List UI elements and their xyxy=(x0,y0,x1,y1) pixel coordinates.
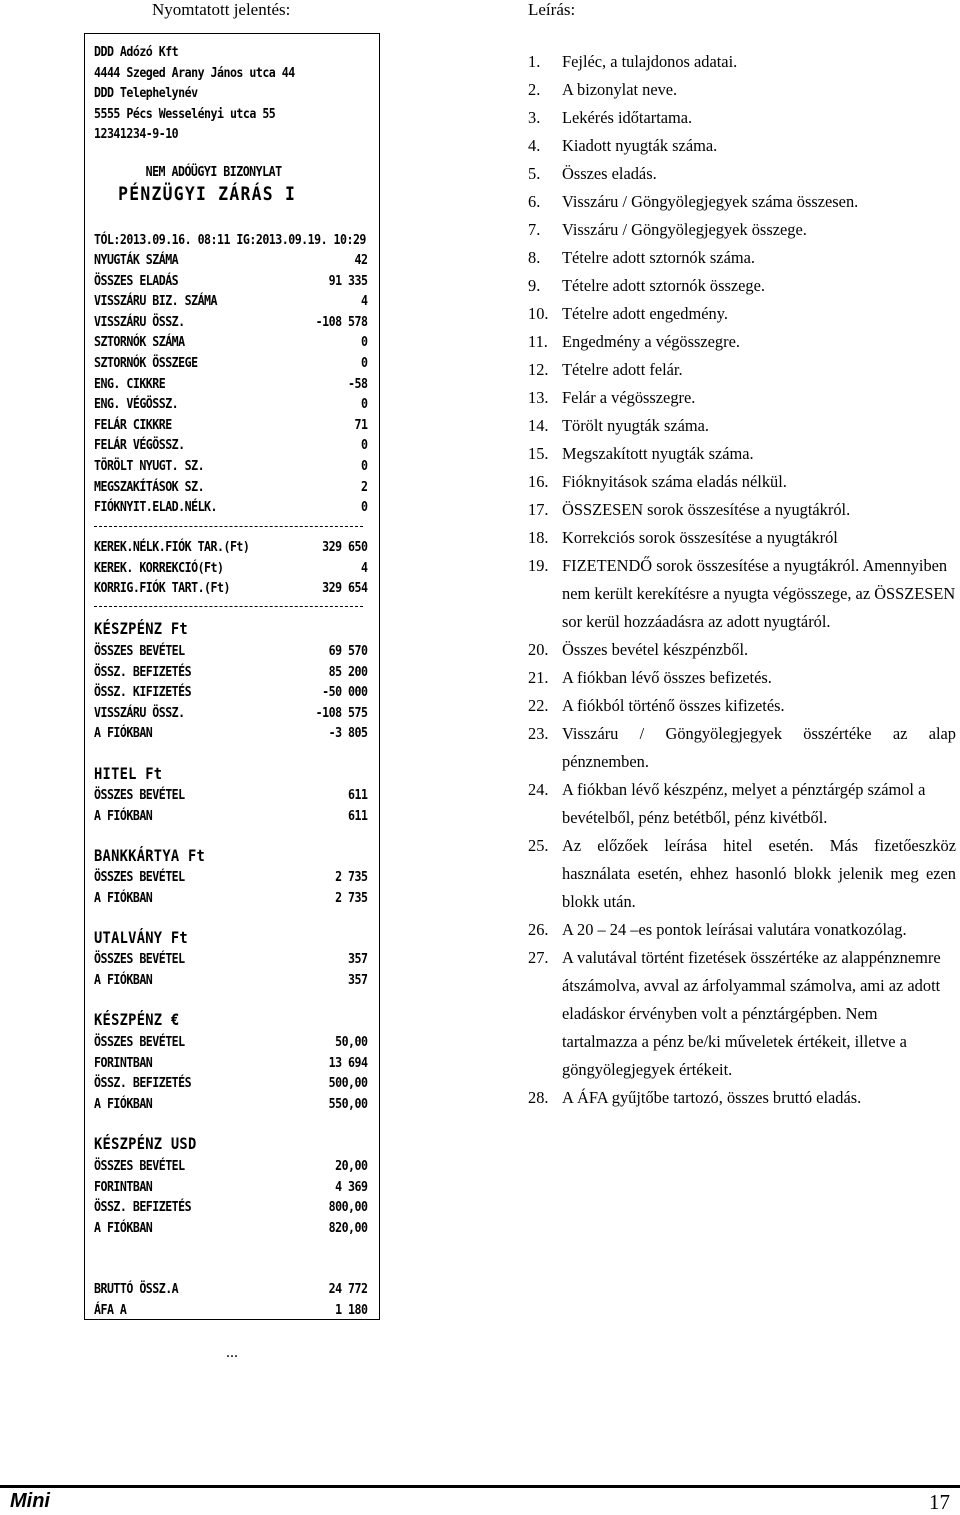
receipt-row xyxy=(94,578,367,598)
receipt-section-title-label: KÉSZPÉNZ USD xyxy=(94,1134,197,1153)
receipt-row-value: -58 xyxy=(348,375,368,392)
description-item-text: A ÁFA gyűjtőbe tartozó, összes bruttó eladás. xyxy=(562,1088,862,1107)
receipt-row-label: ENG. VÉGÖSSZ. xyxy=(94,396,179,413)
receipt-row-value: 2 735 xyxy=(335,869,368,885)
description-item xyxy=(528,524,956,552)
receipt-row-label: ÖSSZES BEVÉTEL xyxy=(94,643,185,659)
receipt-row-value: 13 694 xyxy=(328,1054,368,1071)
receipt-row-label: FELÁR CIKKRE xyxy=(94,416,172,433)
receipt-row-label: ÖSSZ. BEFIZETÉS xyxy=(94,663,192,680)
receipt-row xyxy=(94,1094,367,1114)
receipt-row xyxy=(94,1177,367,1197)
footer-rule xyxy=(0,1485,960,1488)
continuation-ellipsis: ... xyxy=(226,1344,238,1361)
receipt-total-row xyxy=(94,1279,367,1299)
receipt-row-label: A FIÓKBAN xyxy=(94,1219,153,1236)
description-item-text: ÖSSZESEN sorok összesítése a nyugtákról. xyxy=(562,500,851,519)
description-item xyxy=(528,468,956,496)
description-item xyxy=(528,244,956,272)
receipt-row-label: TÖRÖLT NYUGT. SZ. xyxy=(94,458,205,474)
description-item-number: 21. xyxy=(528,668,549,687)
receipt-section-title xyxy=(94,846,367,866)
description-item-number: 18. xyxy=(528,528,549,547)
receipt-row-label: A FIÓKBAN xyxy=(94,807,153,824)
receipt-row xyxy=(94,456,367,476)
description-item-text: Az előzőek leírása hitel esetén. Más fizetőeszköz használata esetén, ehhez hasonló blokk jelenik meg ezen blokk után. xyxy=(562,836,956,911)
receipt-row-value: 0 xyxy=(361,355,368,371)
receipt-row-label: SZTORNÓK ÖSSZEGE xyxy=(94,355,198,371)
description-item-text: Korrekciós sorok összesítése a nyugtákról xyxy=(562,528,838,547)
receipt-header-line-label: 5555 Pécs Wesselényi utca 55 xyxy=(94,105,276,122)
receipt-section-title-label: KÉSZPÉNZ € xyxy=(94,1010,180,1029)
description-item xyxy=(528,328,956,356)
receipt-section-title xyxy=(94,764,367,784)
receipt-row-value: 0 xyxy=(361,396,368,413)
receipt-row xyxy=(94,271,367,291)
receipt-row-value: 357 xyxy=(348,951,368,967)
receipt-header-line xyxy=(94,83,367,103)
description-item xyxy=(528,188,956,216)
receipt-row xyxy=(94,312,367,332)
description-item-number: 26. xyxy=(528,920,549,939)
receipt-row xyxy=(94,415,367,435)
receipt-row xyxy=(94,250,367,270)
receipt-header-line xyxy=(94,63,367,83)
receipt-row-value: -50 000 xyxy=(322,684,368,701)
receipt-section-title xyxy=(94,619,367,639)
description-item xyxy=(528,272,956,300)
description-item xyxy=(528,356,956,384)
receipt-row xyxy=(94,1218,367,1238)
receipt-header-line xyxy=(94,104,367,124)
receipt-row-value: 820,00 xyxy=(328,1219,368,1236)
description-item xyxy=(528,412,956,440)
receipt-row-label: A FIÓKBAN xyxy=(94,971,153,988)
description-item-text: Engedmény a végösszegre. xyxy=(562,332,740,351)
description-item-text: A fiókból történő összes kifizetés. xyxy=(562,696,785,715)
description-list xyxy=(528,48,956,1112)
receipt-row xyxy=(94,888,367,908)
receipt-row-value: 357 xyxy=(348,971,368,988)
description-item-number: 17. xyxy=(528,500,549,519)
description-item xyxy=(528,552,956,636)
description-item-text: A valutával történt fizetések összértéke az alappénznemre átszámolva, avval az árfolyammal számolva, ami az adott eladáskor érvényben volt a pénztárgépben. Nem tartalmazza a pénz be/ki műveletek értékeit, illetve a göngyölegjegyek értékeit. xyxy=(562,948,941,1079)
receipt-row-value: 42 xyxy=(354,252,368,268)
description-item-text: Visszáru / Göngyölegjegyek összege. xyxy=(562,220,807,239)
receipt-row-value: 500,00 xyxy=(328,1075,368,1092)
description-item xyxy=(528,776,956,832)
description-item xyxy=(528,384,956,412)
receipt-period xyxy=(94,230,367,250)
description-item-number: 23. xyxy=(528,724,549,743)
description-item-text: A fiókban lévő készpénz, melyet a pénztárgép számol a bevételből, pénz betétből, pénz kivétből. xyxy=(562,780,926,827)
receipt-row-value: 329 654 xyxy=(322,580,368,597)
description-item-number: 1. xyxy=(528,52,541,71)
description-item-text: Megszakított nyugták száma. xyxy=(562,444,754,463)
receipt-period-label: TÓL:2013.09.16. 08:11 IG:2013.09.19. 10:29 xyxy=(94,232,366,248)
description-item-text: Összes eladás. xyxy=(562,164,657,183)
receipt-row-value: 71 xyxy=(354,416,368,433)
receipt-section-title xyxy=(94,1134,367,1154)
description-item-number: 11. xyxy=(528,332,548,351)
description-item-number: 5. xyxy=(528,164,541,183)
receipt-row xyxy=(94,970,367,990)
receipt-row-value: 0 xyxy=(361,437,368,454)
description-item xyxy=(528,440,956,468)
receipt-row-label: A FIÓKBAN xyxy=(94,889,153,906)
receipt-row-label: FORINTBAN xyxy=(94,1178,153,1195)
receipt-header-line-label: DDD Adózó Kft xyxy=(94,44,179,60)
receipt-total-row-label: BRUTTÓ ÖSSZ.A xyxy=(94,1281,179,1297)
description-item-number: 28. xyxy=(528,1088,549,1107)
description-item-text: Lekérés időtartama. xyxy=(562,108,693,127)
description-item-text: Tételre adott engedmény. xyxy=(562,304,728,323)
receipt-row-label: ÖSSZES BEVÉTEL xyxy=(94,1034,185,1050)
receipt-row-value: 69 570 xyxy=(328,643,368,659)
receipt-header-line xyxy=(94,42,367,62)
receipt-row-label: VISSZÁRU ÖSSZ. xyxy=(94,704,185,721)
footer-product-name: Mini xyxy=(10,1490,50,1512)
receipt-separator xyxy=(94,606,363,607)
description-item-text: FIZETENDŐ sorok összesítése a nyugtákról. Amennyiben nem került kerekítésre a nyugta végösszege, az ÖSSZESEN sor kerül hozzáadásra az adott nyugtáról. xyxy=(562,556,956,631)
receipt-row-label: SZTORNÓK SZÁMA xyxy=(94,334,185,351)
description-item xyxy=(528,76,956,104)
receipt-row-label: ÖSSZ. KIFIZETÉS xyxy=(94,684,192,701)
receipt-row-value: -3 805 xyxy=(328,725,368,742)
description-item-number: 24. xyxy=(528,780,549,799)
receipt-document-type-label: NEM ADÓÜGYI BIZONYLAT xyxy=(145,164,282,180)
description-item-number: 15. xyxy=(528,444,549,463)
receipt-row xyxy=(94,1197,367,1217)
receipt-row-label: VISSZÁRU BIZ. SZÁMA xyxy=(94,293,218,310)
description-item-number: 2. xyxy=(528,80,541,99)
receipt-row-value: 329 650 xyxy=(322,539,368,555)
receipt-row xyxy=(94,537,367,557)
receipt-section-title-label: BANKKÁRTYA Ft xyxy=(94,846,206,865)
receipt-row-label: ENG. CIKKRE xyxy=(94,375,166,392)
description-item xyxy=(528,104,956,132)
receipt-row-label: NYUGTÁK SZÁMA xyxy=(94,252,179,268)
receipt-row-value: 2 xyxy=(361,478,368,495)
receipt-row-label: ÖSSZES BEVÉTEL xyxy=(94,787,185,803)
receipt-section-title-label: KÉSZPÉNZ Ft xyxy=(94,619,188,638)
description-item-number: 8. xyxy=(528,248,541,267)
description-item-number: 14. xyxy=(528,416,549,435)
receipt-row xyxy=(94,1032,367,1052)
receipt-header-line-label: 4444 Szeged Arany János utca 44 xyxy=(94,64,295,81)
description-item xyxy=(528,300,956,328)
description-item-text: Tételre adott felár. xyxy=(562,360,683,379)
description-item-number: 6. xyxy=(528,192,541,211)
description-item xyxy=(528,944,956,1084)
receipt-row-label: ÖSSZES ELADÁS xyxy=(94,272,179,289)
receipt-row-value: 0 xyxy=(361,334,368,351)
receipt-row xyxy=(94,682,367,702)
description-item-text: Visszáru / Göngyölegjegyek összértéke az alap pénznemben. xyxy=(562,724,956,771)
receipt-row xyxy=(94,332,367,352)
receipt-total-row-value: 1 180 xyxy=(335,1301,368,1318)
printed-receipt xyxy=(84,33,380,1320)
receipt-row xyxy=(94,949,367,969)
receipt-row-label: ÖSSZ. BEFIZETÉS xyxy=(94,1075,192,1092)
description-item-text: Összes bevétel készpénzből. xyxy=(562,640,749,659)
receipt-row-label: ÖSSZES BEVÉTEL xyxy=(94,869,185,885)
description-item-text: Fejléc, a tulajdonos adatai. xyxy=(562,52,738,71)
receipt-row-label: FORINTBAN xyxy=(94,1054,153,1071)
description-item-number: 7. xyxy=(528,220,541,239)
receipt-header-line xyxy=(94,124,367,144)
description-item-number: 10. xyxy=(528,304,549,323)
receipt-total-row xyxy=(94,1300,367,1320)
description-item xyxy=(528,720,956,776)
description-item-number: 4. xyxy=(528,136,541,155)
description-item xyxy=(528,1084,956,1112)
description-item xyxy=(528,216,956,244)
description-item xyxy=(528,132,956,160)
receipt-row xyxy=(94,703,367,723)
receipt-section-title xyxy=(94,928,367,948)
description-item-number: 12. xyxy=(528,360,549,379)
receipt-row-label: KORRIG.FIÓK TART.(Ft) xyxy=(94,580,230,597)
receipt-row-value: 91 335 xyxy=(328,272,368,289)
receipt-row-value: 611 xyxy=(348,787,368,803)
description-item xyxy=(528,160,956,188)
description-item-number: 20. xyxy=(528,640,549,659)
receipt-row-label: ÖSSZ. BEFIZETÉS xyxy=(94,1199,192,1216)
receipt-row-value: 2 735 xyxy=(335,889,368,906)
description-item-number: 13. xyxy=(528,388,549,407)
receipt-row-label: MEGSZAKÍTÁSOK SZ. xyxy=(94,478,205,495)
receipt-header-line-label: 12341234-9-10 xyxy=(94,126,179,143)
receipt-row-label: FELÁR VÉGÖSSZ. xyxy=(94,437,185,454)
description-item-text: A 20 – 24 –es pontok leírásai valutára vonatkozólag. xyxy=(562,920,907,939)
receipt-row xyxy=(94,374,367,394)
receipt-row xyxy=(94,497,367,517)
description-item-number: 25. xyxy=(528,836,549,855)
receipt-row xyxy=(94,806,367,826)
description-item xyxy=(528,832,956,916)
description-item-number: 9. xyxy=(528,276,541,295)
receipt-header-line-label: DDD Telephelynév xyxy=(94,85,198,102)
description-item-text: Felár a végösszegre. xyxy=(562,388,696,407)
description-item xyxy=(528,636,956,664)
description-item xyxy=(528,916,956,944)
receipt-row-value: 4 xyxy=(361,559,368,576)
receipt-row xyxy=(94,867,367,887)
receipt-row xyxy=(94,353,367,373)
description-item-text: Fióknyitások száma eladás nélkül. xyxy=(562,472,787,491)
receipt-row xyxy=(94,641,367,661)
receipt-row xyxy=(94,1073,367,1093)
description-item-text: A fiókban lévő összes befizetés. xyxy=(562,668,772,687)
description-item-text: Törölt nyugták száma. xyxy=(562,416,710,435)
description-item xyxy=(528,692,956,720)
receipt-row xyxy=(94,1053,367,1073)
description-item-text: A bizonylat neve. xyxy=(562,80,678,99)
receipt-row-value: 550,00 xyxy=(328,1095,368,1112)
receipt-row-label: KEREK. KORREKCIÓ(Ft) xyxy=(94,559,224,576)
receipt-row-label: A FIÓKBAN xyxy=(94,725,153,742)
receipt-row xyxy=(94,291,367,311)
receipt-total-row-value: 24 772 xyxy=(328,1281,368,1297)
receipt-row-value: -108 578 xyxy=(315,313,368,330)
receipt-section-title-label: UTALVÁNY Ft xyxy=(94,928,188,947)
receipt-row-value: 0 xyxy=(361,499,368,516)
description-item xyxy=(528,48,956,76)
description-item-text: Tételre adott sztornók száma. xyxy=(562,248,755,267)
receipt-row xyxy=(94,1156,367,1176)
description-column-title: Leírás: xyxy=(528,0,576,19)
description-item-text: Kiadott nyugták száma. xyxy=(562,136,718,155)
receipt-row xyxy=(94,785,367,805)
description-item-number: 16. xyxy=(528,472,549,491)
receipt-separator xyxy=(94,526,363,527)
receipt-row-label: ÖSSZES BEVÉTEL xyxy=(94,951,185,967)
receipt-row xyxy=(94,662,367,682)
receipt-column-title: Nyomtatott jelentés: xyxy=(152,0,291,19)
description-item-number: 19. xyxy=(528,556,549,575)
receipt-row xyxy=(94,723,367,743)
page-number: 17 xyxy=(929,1490,950,1514)
receipt-row-label: A FIÓKBAN xyxy=(94,1095,153,1112)
receipt-document-name-label: PÉNZÜGYI ZÁRÁS I xyxy=(118,183,297,205)
receipt-row-value: 611 xyxy=(348,807,368,824)
receipt-row-label: KEREK.NÉLK.FIÓK TAR.(Ft) xyxy=(94,539,250,555)
description-item-number: 27. xyxy=(528,948,549,967)
description-item-text: Tételre adott sztornók összege. xyxy=(562,276,765,295)
description-item-number: 22. xyxy=(528,696,549,715)
receipt-row xyxy=(94,394,367,414)
description-item xyxy=(528,496,956,524)
receipt-row-label: VISSZÁRU ÖSSZ. xyxy=(94,313,185,330)
description-item-text: Visszáru / Göngyölegjegyek száma összesen. xyxy=(562,192,859,211)
receipt-document-type xyxy=(94,162,419,182)
receipt-total-row-label: ÁFA A xyxy=(94,1301,127,1318)
receipt-row-value: 0 xyxy=(361,458,368,474)
receipt-row-value: -108 575 xyxy=(315,704,368,721)
receipt-section-title xyxy=(94,1010,367,1030)
receipt-row-label: FIÓKNYIT.ELAD.NÉLK. xyxy=(94,499,218,516)
receipt-row-value: 20,00 xyxy=(335,1158,368,1174)
receipt-row-value: 50,00 xyxy=(335,1034,368,1050)
description-item-number: 3. xyxy=(528,108,541,127)
receipt-row-value: 4 369 xyxy=(335,1178,368,1195)
receipt-section-title-label: HITEL Ft xyxy=(94,764,163,783)
receipt-row-value: 800,00 xyxy=(328,1199,368,1216)
receipt-row-value: 85 200 xyxy=(328,663,368,680)
receipt-row xyxy=(94,477,367,497)
receipt-document-name xyxy=(94,184,392,204)
description-item xyxy=(528,664,956,692)
receipt-row-label: ÖSSZES BEVÉTEL xyxy=(94,1158,185,1174)
receipt-row xyxy=(94,435,367,455)
receipt-row xyxy=(94,558,367,578)
receipt-row-value: 4 xyxy=(361,293,368,310)
